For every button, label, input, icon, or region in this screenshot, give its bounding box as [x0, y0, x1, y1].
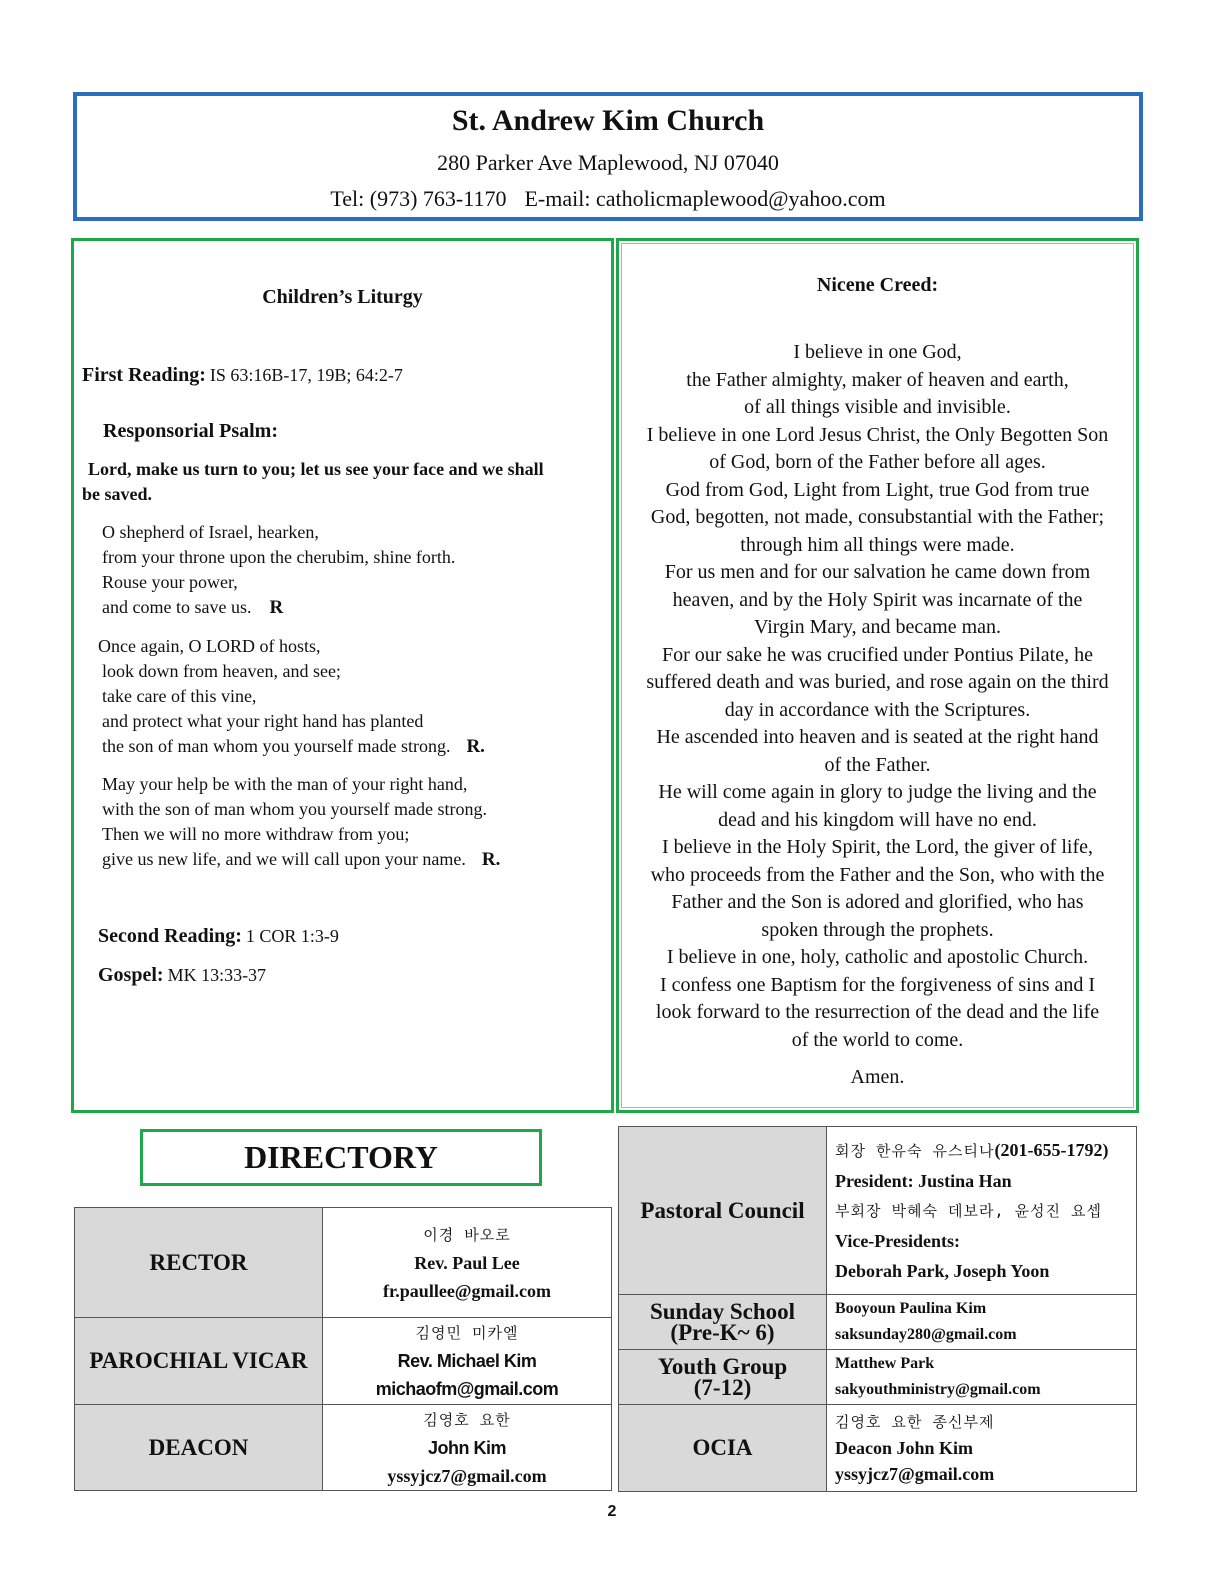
- verse-line: give us new life, and we will call upon your name. R.: [102, 849, 501, 870]
- contact-cell: [827, 1295, 1137, 1350]
- contact-email: saksunday280@gmail.com: [835, 1326, 1017, 1343]
- page-number: 2: [607, 1503, 617, 1520]
- response-mark: R.: [481, 849, 501, 870]
- verse-line: Once again, O LORD of hosts,: [98, 636, 321, 656]
- contact-name: Rev. Paul Lee: [414, 1252, 520, 1273]
- table-row: [619, 1350, 1137, 1405]
- first-reading-ref: IS 63:16B-17, 19B; 64:2-7: [209, 365, 403, 385]
- creed-line: the Father almighty, maker of heaven and earth,: [686, 368, 1069, 391]
- creed-line: I believe in one God,: [793, 341, 962, 363]
- contact-cell: [323, 1208, 612, 1318]
- second-reading-label: Second Reading:: [98, 925, 242, 947]
- verse-line: with the son of man whom you yourself made strong.: [102, 799, 487, 819]
- table-row: [619, 1127, 1137, 1295]
- church-name: St. Andrew Kim Church: [451, 104, 765, 137]
- creed-line: For us men and for our salvation he came down from: [664, 561, 1091, 583]
- contact-cell: [827, 1350, 1137, 1405]
- verse-line: O shepherd of Israel, hearken,: [102, 522, 319, 542]
- creed-line: For our sake he was crucified under Pontius Pilate, he: [661, 643, 1093, 666]
- contact-cell: [323, 1318, 612, 1405]
- creed-line: of all things visible and invisible.: [744, 396, 1011, 418]
- psalm-stanza-3: [102, 772, 500, 872]
- creed-line: look forward to the resurrection of the dead and the life: [655, 1001, 1100, 1023]
- verse-line: Rouse your power,: [102, 572, 238, 592]
- contact-email: yssyjcz7@gmail.com: [387, 1465, 547, 1486]
- directory-ministries-table: [618, 1126, 1137, 1492]
- creed-line: suffered death and was buried, and rose again on the third: [646, 671, 1109, 693]
- korean-name: 회장 한유숙 유스티나: [835, 1142, 995, 1160]
- creed-line: Virgin Mary, and became man.: [753, 616, 1002, 638]
- korean-name: 김영호 요한: [423, 1410, 511, 1429]
- contact-cell: [827, 1127, 1137, 1295]
- creed-line: of the Father.: [824, 753, 931, 776]
- verse-line: look down from heaven, and see;: [102, 661, 341, 681]
- creed-line: dead and his kingdom will have no end.: [718, 808, 1037, 831]
- verse-line: the son of man whom you yourself made strong. R.: [102, 736, 485, 757]
- creed-line: I confess one Baptism for the forgiveness of sins and I: [659, 973, 1096, 996]
- contact-email: yssyjcz7@gmail.com: [835, 1464, 995, 1484]
- church-header: [73, 92, 1143, 221]
- table-row: [75, 1405, 612, 1491]
- verse-line: take care of this vine,: [102, 686, 257, 706]
- verse-line: May your help be with the man of your right hand,: [102, 774, 468, 794]
- psalm-response-line: be saved.: [82, 484, 153, 504]
- creed-line: I believe in the Holy Spirit, the Lord, the giver of life,: [662, 836, 1093, 858]
- second-reading-ref: 1 COR 1:3-9: [245, 926, 339, 946]
- table-row: [75, 1318, 612, 1405]
- contact-name: John Kim: [427, 1437, 506, 1458]
- first-reading: [82, 364, 403, 387]
- creed-line: God, begotten, not made, consubstantial with the Father;: [650, 506, 1105, 528]
- second-reading: [98, 925, 339, 948]
- contact-cell: [323, 1405, 612, 1491]
- verse-line: Then we will no more withdraw from you;: [102, 824, 410, 844]
- nicene-creed-box: [616, 238, 1139, 1113]
- response-mark: R: [269, 597, 284, 618]
- contact-email: michaofm@gmail.com: [375, 1379, 559, 1399]
- role-deacon: DEACON: [75, 1405, 323, 1491]
- directory-clergy-table: [74, 1207, 612, 1491]
- verse-line: from your throne upon the cherubim, shine forth.: [102, 547, 456, 567]
- role-pastoral-council: Pastoral Council: [619, 1127, 827, 1295]
- creed-text: [623, 339, 1132, 1054]
- creed-line: day in accordance with the Scriptures.: [724, 698, 1031, 721]
- creed-line: through him all things were made.: [740, 533, 1015, 556]
- creed-line: He ascended into heaven and is seated at the right hand: [656, 726, 1099, 748]
- korean-name: 김영민 미카엘: [415, 1324, 519, 1342]
- creed-amen: Amen.: [850, 1066, 905, 1088]
- contact-email: fr.paullee@gmail.com: [382, 1280, 552, 1301]
- creed-line: of the world to come.: [791, 1028, 964, 1051]
- korean-name: 부회장 박혜숙 데보라, 윤성진 요셉: [835, 1202, 1103, 1220]
- contact-email: sakyouthministry@gmail.com: [835, 1381, 1041, 1398]
- liturgy-title: Children’s Liturgy: [262, 286, 423, 308]
- role-ocia: OCIA: [619, 1405, 827, 1492]
- creed-line: of God, born of the Father before all ages.: [709, 451, 1046, 473]
- creed-line: Father and the Son is adored and glorified, who has: [671, 891, 1084, 913]
- creed-line: God from God, Light from Light, true God from true: [665, 478, 1090, 501]
- first-reading-label: First Reading:: [82, 364, 206, 386]
- church-contact: [77, 186, 1139, 212]
- childrens-liturgy-box: [71, 238, 614, 1113]
- church-email: E-mail: catholicmaplewood@yahoo.com: [524, 186, 886, 211]
- psalm-stanza-1: [102, 520, 455, 620]
- gospel-label: Gospel:: [98, 964, 164, 986]
- contact-name: Booyoun Paulina Kim: [835, 1300, 987, 1317]
- creed-line: I believe in one, holy, catholic and apostolic Church.: [666, 946, 1089, 968]
- korean-name: 김영호 요한 종신부제: [835, 1413, 995, 1431]
- creed-title: Nicene Creed:: [816, 274, 939, 296]
- creed-line: heaven, and by the Holy Spirit was incarnate of the: [672, 588, 1083, 611]
- verse-line: and protect what your right hand has planted: [102, 711, 424, 731]
- gospel: [98, 964, 266, 987]
- church-address: 280 Parker Ave Maplewood, NJ 07040: [437, 150, 779, 175]
- role-rector: RECTOR: [75, 1208, 323, 1318]
- psalm-stanza-2: [98, 634, 485, 759]
- creed-line: who proceeds from the Father and the Son, who with the: [650, 863, 1105, 886]
- contact-cell: [827, 1405, 1137, 1492]
- psalm-response-line: Lord, make us turn to you; let us see your face and we shall: [88, 459, 544, 479]
- psalm-response: [82, 457, 544, 507]
- contact-name: Matthew Park: [835, 1355, 935, 1372]
- creed-line: He will come again in glory to judge the living and the: [658, 781, 1097, 803]
- gospel-ref: MK 13:33-37: [167, 965, 267, 985]
- contact-name: President: Justina Han: [835, 1171, 1012, 1191]
- contact-name: Deborah Park, Joseph Yoon: [835, 1261, 1050, 1281]
- table-row: [75, 1208, 612, 1318]
- contact-phone: (201-655-1792): [994, 1140, 1109, 1160]
- role-sunday-school: Sunday School (Pre-K~ 6): [619, 1295, 827, 1350]
- table-row: [619, 1405, 1137, 1492]
- contact-name: Deacon John Kim: [835, 1438, 974, 1458]
- role-youth-group: Youth Group (7-12): [619, 1350, 827, 1405]
- role-parochial-vicar: PAROCHIAL VICAR: [75, 1318, 323, 1405]
- creed-line: spoken through the prophets.: [761, 918, 994, 941]
- church-phone: Tel: (973) 763-1170: [330, 186, 507, 211]
- table-row: [619, 1295, 1137, 1350]
- vp-label: Vice-Presidents:: [835, 1231, 960, 1251]
- korean-name: 이경 바오로: [423, 1225, 511, 1244]
- psalm-label: Responsorial Psalm:: [103, 420, 278, 442]
- creed-line: I believe in one Lord Jesus Christ, the Only Begotten Son: [646, 423, 1109, 446]
- response-mark: R.: [466, 736, 485, 757]
- contact-name: Rev. Michael Kim: [397, 1351, 537, 1371]
- directory-title: DIRECTORY: [140, 1129, 542, 1186]
- verse-line: and come to save us. R: [102, 597, 284, 618]
